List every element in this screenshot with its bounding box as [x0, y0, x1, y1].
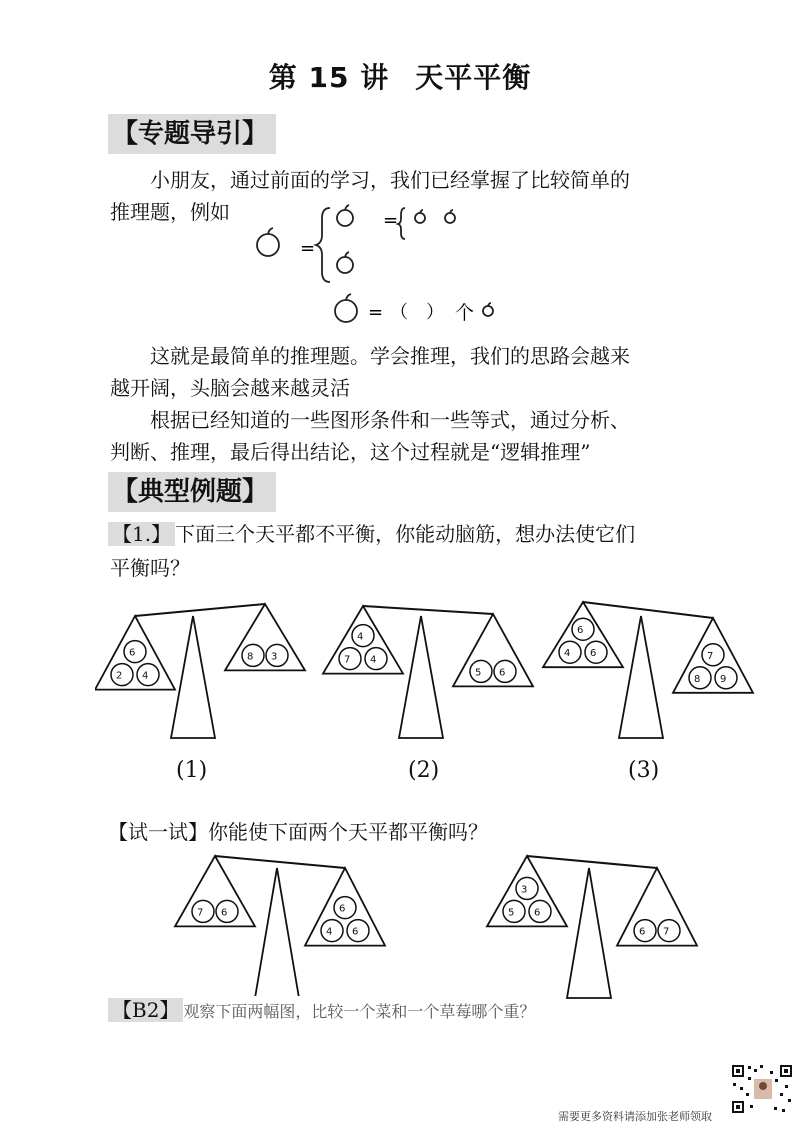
result-unit: 个 — [455, 302, 475, 324]
balance-scale — [487, 856, 697, 998]
balance-pillar — [255, 868, 299, 998]
brace-large — [316, 208, 330, 282]
weight-label: 6 — [590, 648, 597, 660]
balance-scale — [95, 604, 305, 738]
small-apple-icon — [483, 303, 493, 316]
result-equals: = — [368, 302, 384, 323]
formula-equals: = — [300, 238, 316, 259]
balance-pan-right — [453, 614, 533, 686]
big-apple-icon — [257, 228, 279, 256]
try-label: 【试一试】 — [108, 820, 208, 844]
caption-2: (2) — [408, 758, 440, 783]
try-it — [108, 818, 488, 846]
weight-label: 7 — [663, 926, 670, 938]
question-b2 — [108, 996, 535, 1026]
intro-para1-line2: 推理题，例如 — [110, 200, 230, 224]
weight-label: 4 — [357, 631, 364, 643]
caption-1: (1) — [176, 758, 208, 783]
big-apple-icon — [335, 294, 357, 322]
weight-label: 4 — [564, 648, 571, 660]
medium-apple-icon — [337, 205, 353, 226]
brace-small — [398, 208, 405, 239]
caption-3: (3) — [628, 758, 660, 783]
apple-formula-diagram — [250, 198, 510, 328]
intro-para2-line1: 这就是最简单的推理题。学会推理，我们的思路会越来 — [150, 344, 630, 368]
qr-code-icon — [730, 1063, 794, 1115]
balance-beam — [527, 856, 657, 868]
balance-pan-right — [225, 604, 305, 670]
small-apple-icon — [445, 210, 455, 223]
balance-pillar — [171, 616, 215, 738]
lecture-topic: 天平平衡 — [415, 61, 532, 94]
weight-label: 6 — [221, 907, 228, 919]
weight-label: 5 — [508, 907, 515, 919]
medium-apple-icon — [337, 252, 353, 273]
question-1-line1: 下面三个天平都不平衡，你能动脑筋，想办法使它们 — [175, 522, 636, 546]
weight-label: 6 — [534, 907, 541, 919]
weight-label: 6 — [639, 926, 646, 938]
lecture-number: 第 15 讲 — [268, 61, 390, 94]
intro-para2-line2: 越开阔，头脑会越来越灵活 — [110, 376, 350, 400]
question-1-line2: 平衡吗？ — [110, 556, 190, 580]
weight-label: 3 — [521, 884, 528, 896]
balance-scale — [175, 856, 385, 998]
balances-row-2 — [170, 848, 710, 1000]
intro-para3-line1: 根据已经知道的一些图形条件和一些等式，通过分析、 — [150, 408, 630, 432]
weight-label: 6 — [129, 647, 136, 659]
weight-label: 3 — [271, 651, 278, 663]
balance-pillar — [399, 616, 443, 738]
question-1-label: 【1.】 — [108, 522, 175, 546]
footer-text: 需要更多资料请添加张老师领取 — [558, 1110, 712, 1123]
question-1 — [108, 520, 635, 548]
balance-pan-left — [175, 856, 255, 926]
weight-label: 5 — [475, 667, 482, 679]
weight-label: 4 — [370, 654, 377, 666]
weight-label: 8 — [247, 651, 254, 663]
balance-pillar — [567, 868, 611, 998]
weight-label: 9 — [720, 673, 727, 685]
balance-pillar — [619, 616, 663, 738]
question-b2-text: 观察下面两幅图，比较一个菜和一个草莓哪个重？ — [183, 1002, 536, 1021]
weight-label: 6 — [577, 625, 584, 637]
weight-label: 7 — [197, 907, 204, 919]
section-heading-intro: 【专题导引】 — [108, 114, 276, 154]
weight-label: 7 — [344, 654, 351, 666]
weight-label: 8 — [694, 673, 701, 685]
question-b2-label: 【B2】 — [108, 998, 183, 1022]
section-heading-examples: 【典型例题】 — [108, 472, 276, 512]
balance-pan-right — [617, 868, 697, 946]
weight-label: 4 — [142, 670, 149, 682]
balance-beam — [135, 604, 265, 616]
formula-equals: = — [383, 210, 399, 231]
weight-label: 6 — [499, 667, 506, 679]
weight-label: 7 — [707, 650, 714, 662]
balances-row-1 — [95, 588, 755, 748]
weight-label: 2 — [116, 670, 123, 682]
balance-beam — [583, 602, 713, 618]
weight-label: 6 — [339, 903, 346, 915]
balance-beam — [215, 856, 345, 868]
intro-para1-line1: 小朋友，通过前面的学习，我们已经掌握了比较简单的 — [150, 168, 630, 192]
balance-beam — [363, 606, 493, 614]
weight-label: 4 — [326, 926, 333, 938]
intro-para3-line2: 判断、推理，最后得出结论，这个过程就是“逻辑推理” — [110, 440, 591, 464]
balance-scale — [323, 606, 533, 738]
weight-label: 6 — [352, 926, 359, 938]
result-blank: （ ） — [390, 302, 444, 323]
try-text: 你能使下面两个天平都平衡吗？ — [208, 820, 488, 844]
page-title — [0, 56, 800, 96]
balance-scale — [543, 602, 753, 738]
small-apple-icon — [415, 210, 425, 223]
